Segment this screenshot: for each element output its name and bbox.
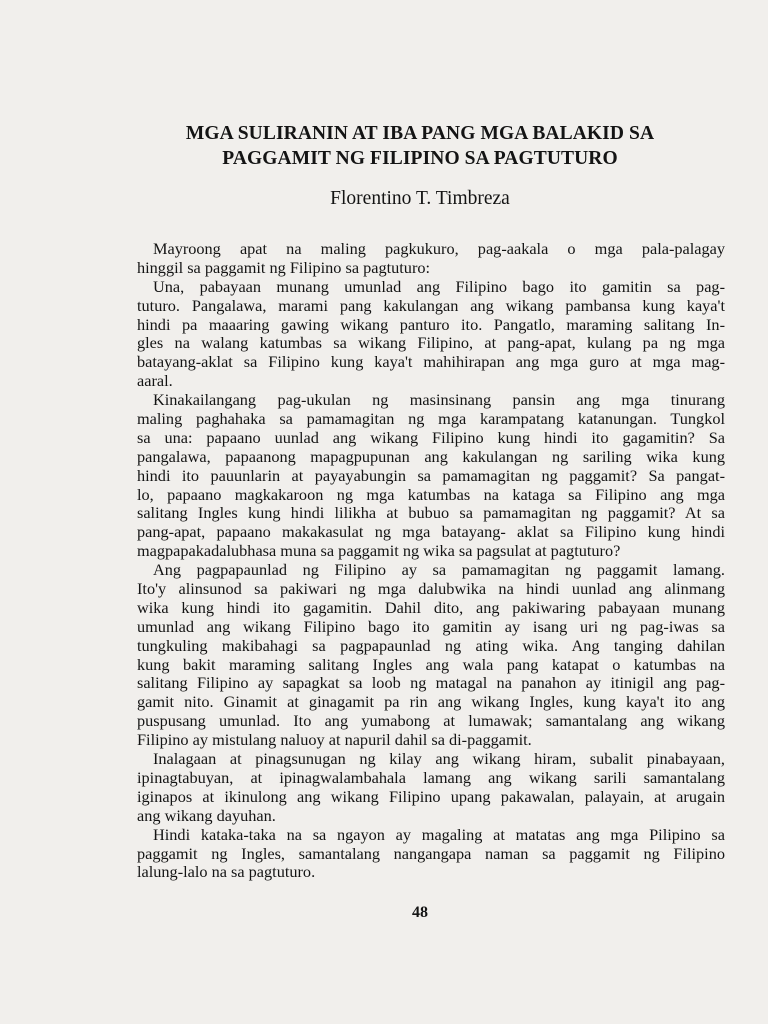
page-number: 48: [412, 904, 428, 921]
paragraph-line: gamit nito. Ginamit at ginagamit pa rin ang wikang Ingles, kung kaya't ito ang: [137, 692, 725, 712]
paragraph-line: kung bakit maraming salitang Ingles ang wala pang katapat o katumbas na: [137, 654, 725, 674]
title-line-1: MGA SULIRANIN AT IBA PANG MGA BALAKID SA: [185, 123, 655, 144]
paragraph: [137, 750, 725, 826]
paragraph-line: Filipino ay mistulang naluoy at napuril dahil sa di-paggamit.: [137, 730, 532, 750]
paragraph-line: pangalawa, papaanong mapagpupunan ang kakulangan ng sariling wika kung: [137, 446, 725, 466]
paragraph-line: batayang-aklat sa Filipino kung kaya't mahihirapan ang mga guro at mga mag-: [137, 352, 725, 372]
paragraph-line: Kinakailangang pag-ukulan ng masinsinang pansin ang mga tinurang: [153, 390, 725, 410]
author-name: Florentino T. Timbreza: [330, 188, 510, 209]
paragraph-line: puspusang umunlad. Ito ang yumabong at lumawak; samantalang ang wikang: [137, 711, 725, 731]
paragraph: [137, 826, 725, 883]
paragraph-line: wika kung hindi ito gagamitin. Dahil dito, ang pakiwaring pabayaan munang: [137, 597, 725, 617]
paragraph-line: paggamit ng Ingles, samantalang nangangapa naman sa paggamit ng Filipino: [137, 843, 725, 863]
paragraph-line: hindi ito pauunlarin at payayabungin sa pamamagitan ng paggamit? Sa pangat-: [137, 465, 725, 485]
article-body: [137, 240, 725, 882]
paragraph-line: iginapos at ikinulong ang wikang Filipino upang pakawalan, palayain, at arugain: [137, 786, 725, 806]
paragraph-line: gles na walang katumbas sa wikang Filipino, at pang-apat, kulang pa ng mga: [137, 333, 725, 353]
paragraph-line: maling paghahaka sa pamamagitan ng mga karampatang katanungan. Tungkol: [137, 409, 725, 429]
paragraph-line: Mayroong apat na maling pagkukuro, pag-aakala o mga pala-palagay: [153, 239, 725, 258]
title-line-2: PAGGAMIT NG FILIPINO SA PAGTUTURO: [222, 148, 618, 169]
paragraph-line: Inalagaan at pinagsunugan ng kilay ang wikang hiram, subalit pinabayaan,: [153, 749, 725, 769]
paragraph-line: hinggil sa paggamit ng Filipino sa pagtuturo:: [137, 257, 431, 277]
paragraph: [137, 391, 725, 561]
paragraph-line: lalung-lalo na sa pagtuturo.: [137, 862, 316, 882]
paragraph-line: tuturo. Pangalawa, marami pang kakulangan ang wikang pambansa kung kaya't: [137, 295, 725, 315]
paragraph-line: salitang Ingles kung hindi lilikha at bubuo sa pamamagitan ng paggamit? At sa: [137, 503, 725, 523]
paragraph-line: hindi pa maaaring gawing wikang panturo ito. Pangatlo, maraming salitang In-: [137, 314, 725, 334]
paragraph-line: Ito'y alinsunod sa pakiwari ng mga dalubwika na hindi uunlad ang alinmang: [137, 579, 725, 599]
paragraph: [137, 240, 725, 278]
paragraph-line: aaral.: [137, 371, 173, 391]
paragraph-line: ang wikang dayuhan.: [137, 805, 276, 825]
paragraph-line: umunlad ang wikang Filipino bago ito gamitin ay isang uri ng pag-iwas sa: [137, 616, 725, 636]
paragraph-line: Ang pagpapaunlad ng Filipino ay sa pamamagitan ng paggamit lamang.: [153, 560, 725, 580]
paragraph-line: salitang Filipino ay sapagkat sa loob ng matagal na panahon ay itinigil ang pag-: [137, 673, 725, 693]
paragraph-line: tungkuling makibahagi sa pagpapaunlad ng ating wika. Ang tanging dahilan: [137, 635, 725, 655]
paragraph: [137, 278, 725, 391]
paragraph-line: Hindi kataka-taka na sa ngayon ay magaling at matatas ang mga Pilipino sa: [153, 824, 725, 844]
paragraph-line: sa una: papaano uunlad ang wikang Filipino kung hindi ito gagamitin? Sa: [137, 427, 725, 447]
paragraph-line: lo, papaano magkakaroon ng mga katumbas na kataga sa Filipino ang mga: [137, 484, 725, 504]
paragraph-line: ipinagtabuyan, at ipinagwalambahala lamang ang wikang sarili samantalang: [137, 767, 725, 787]
paragraph-line: Una, pabayaan munang umunlad ang Filipino bago ito gamitin sa pag-: [153, 276, 725, 296]
paragraph: [137, 561, 725, 750]
paragraph-line: pang-apat, papaano makakasulat ng mga batayang- aklat sa Filipino kung hindi: [137, 522, 725, 542]
paragraph-line: magpapakadalubhasa muna sa paggamit ng wika sa pagsulat at pagtuturo?: [137, 541, 621, 561]
